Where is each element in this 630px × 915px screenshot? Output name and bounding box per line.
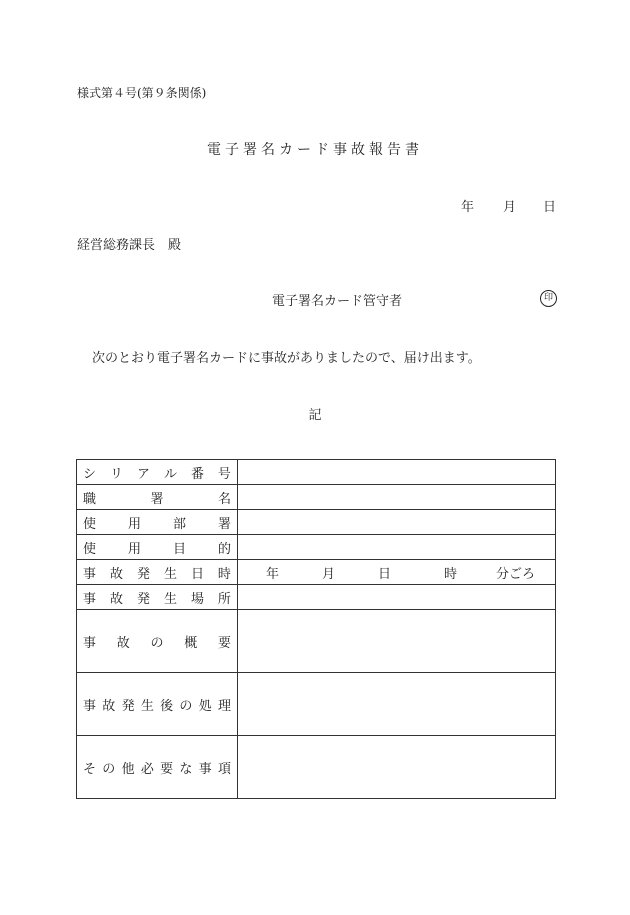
- table-row-job-title: [77, 485, 556, 510]
- label-char: 発: [136, 591, 150, 607]
- label-char: そ: [83, 761, 97, 777]
- datetime-year-label: 年: [266, 566, 280, 582]
- table-row-purpose: [77, 535, 556, 560]
- label-char: 故: [102, 698, 116, 714]
- label-char: 署: [217, 516, 231, 532]
- date-day-label: 日: [543, 200, 557, 215]
- label-post-incident-action: [77, 673, 238, 736]
- field-incident-datetime[interactable]: [238, 560, 556, 585]
- label-incident-summary: [77, 610, 238, 673]
- label-char: 使: [83, 516, 97, 532]
- document-title: 電子署名カード事故報告書: [207, 142, 423, 158]
- label-char: 目: [172, 541, 186, 557]
- label-char: 後: [160, 698, 174, 714]
- label-char: 部: [172, 516, 186, 532]
- label-purpose: [77, 535, 238, 560]
- label-char: 所: [217, 591, 231, 607]
- label-char: ア: [136, 466, 150, 482]
- label-char: 用: [127, 541, 141, 557]
- label-char: 事: [198, 761, 212, 777]
- label-other-matters: [77, 736, 238, 799]
- label-char: 名: [217, 491, 231, 507]
- label-char: 故: [116, 635, 130, 651]
- label-char: 生: [163, 566, 177, 582]
- ki-heading: 記: [308, 408, 322, 423]
- table-row-incident-location: [77, 585, 556, 610]
- seal-mark: 印: [540, 290, 557, 307]
- label-char: な: [179, 761, 193, 777]
- label-char: 処: [198, 698, 212, 714]
- field-job-title[interactable]: [238, 485, 556, 510]
- table-row-other-matters: [77, 736, 556, 799]
- field-serial-number[interactable]: [238, 460, 556, 485]
- label-serial-number: [77, 460, 238, 485]
- datetime-month-label: 月: [322, 566, 336, 582]
- report-table: [76, 459, 556, 799]
- label-char: 生: [163, 591, 177, 607]
- field-purpose[interactable]: [238, 535, 556, 560]
- addressee: 経営総務課長 殿: [77, 238, 182, 253]
- label-char: 概: [184, 635, 198, 651]
- field-incident-summary[interactable]: [238, 610, 556, 673]
- label-char: 事: [83, 698, 97, 714]
- label-char: 事: [83, 566, 97, 582]
- statement-text: 次のとおり電子署名カードに事故がありましたので、届け出ます。: [92, 351, 481, 366]
- label-char: の: [179, 698, 193, 714]
- label-char: 項: [217, 761, 231, 777]
- label-char: 発: [136, 566, 150, 582]
- form-number: 様式第４号(第９条関係): [77, 86, 207, 100]
- datetime-day-label: 日: [378, 566, 392, 582]
- label-char: 事: [83, 591, 97, 607]
- label-char: シ: [83, 466, 97, 482]
- field-other-matters[interactable]: [238, 736, 556, 799]
- label-char: 職: [83, 491, 97, 507]
- table-row-incident-datetime: [77, 560, 556, 585]
- custodian-label: 電子署名カード管守者: [272, 294, 403, 309]
- date-line: [461, 196, 556, 215]
- label-char: 理: [217, 698, 231, 714]
- datetime-hour-label: 時: [444, 566, 458, 582]
- field-incident-location[interactable]: [238, 585, 556, 610]
- label-char: 署: [150, 491, 164, 507]
- label-char: 生: [140, 698, 154, 714]
- label-char: の: [102, 761, 116, 777]
- label-char: 的: [217, 541, 231, 557]
- label-char: 要: [217, 635, 231, 651]
- label-char: 番: [190, 466, 204, 482]
- table-row-post-incident-action: [77, 673, 556, 736]
- date-month-label: 月: [503, 200, 517, 215]
- label-incident-datetime: [77, 560, 238, 585]
- label-char: 必: [140, 761, 154, 777]
- label-char: 時: [217, 566, 231, 582]
- label-char: の: [150, 635, 164, 651]
- label-char: 他: [121, 761, 135, 777]
- date-year-label: 年: [461, 200, 475, 215]
- label-char: 場: [190, 591, 204, 607]
- label-char: 用: [127, 516, 141, 532]
- label-char: 故: [109, 566, 123, 582]
- label-job-title: [77, 485, 238, 510]
- label-char: 事: [83, 635, 97, 651]
- label-char: ル: [163, 466, 177, 482]
- label-char: 号: [217, 466, 231, 482]
- label-char: 発: [121, 698, 135, 714]
- field-using-department[interactable]: [238, 510, 556, 535]
- label-char: 要: [160, 761, 174, 777]
- table-row-using-department: [77, 510, 556, 535]
- label-char: リ: [109, 466, 123, 482]
- table-row-incident-summary: [77, 610, 556, 673]
- label-char: 日: [190, 566, 204, 582]
- label-incident-location: [77, 585, 238, 610]
- label-using-department: [77, 510, 238, 535]
- field-post-incident-action[interactable]: [238, 673, 556, 736]
- label-char: 故: [109, 591, 123, 607]
- datetime-minute-label: 分ごろ: [496, 566, 536, 582]
- table-row-serial-number: [77, 460, 556, 485]
- label-char: 使: [83, 541, 97, 557]
